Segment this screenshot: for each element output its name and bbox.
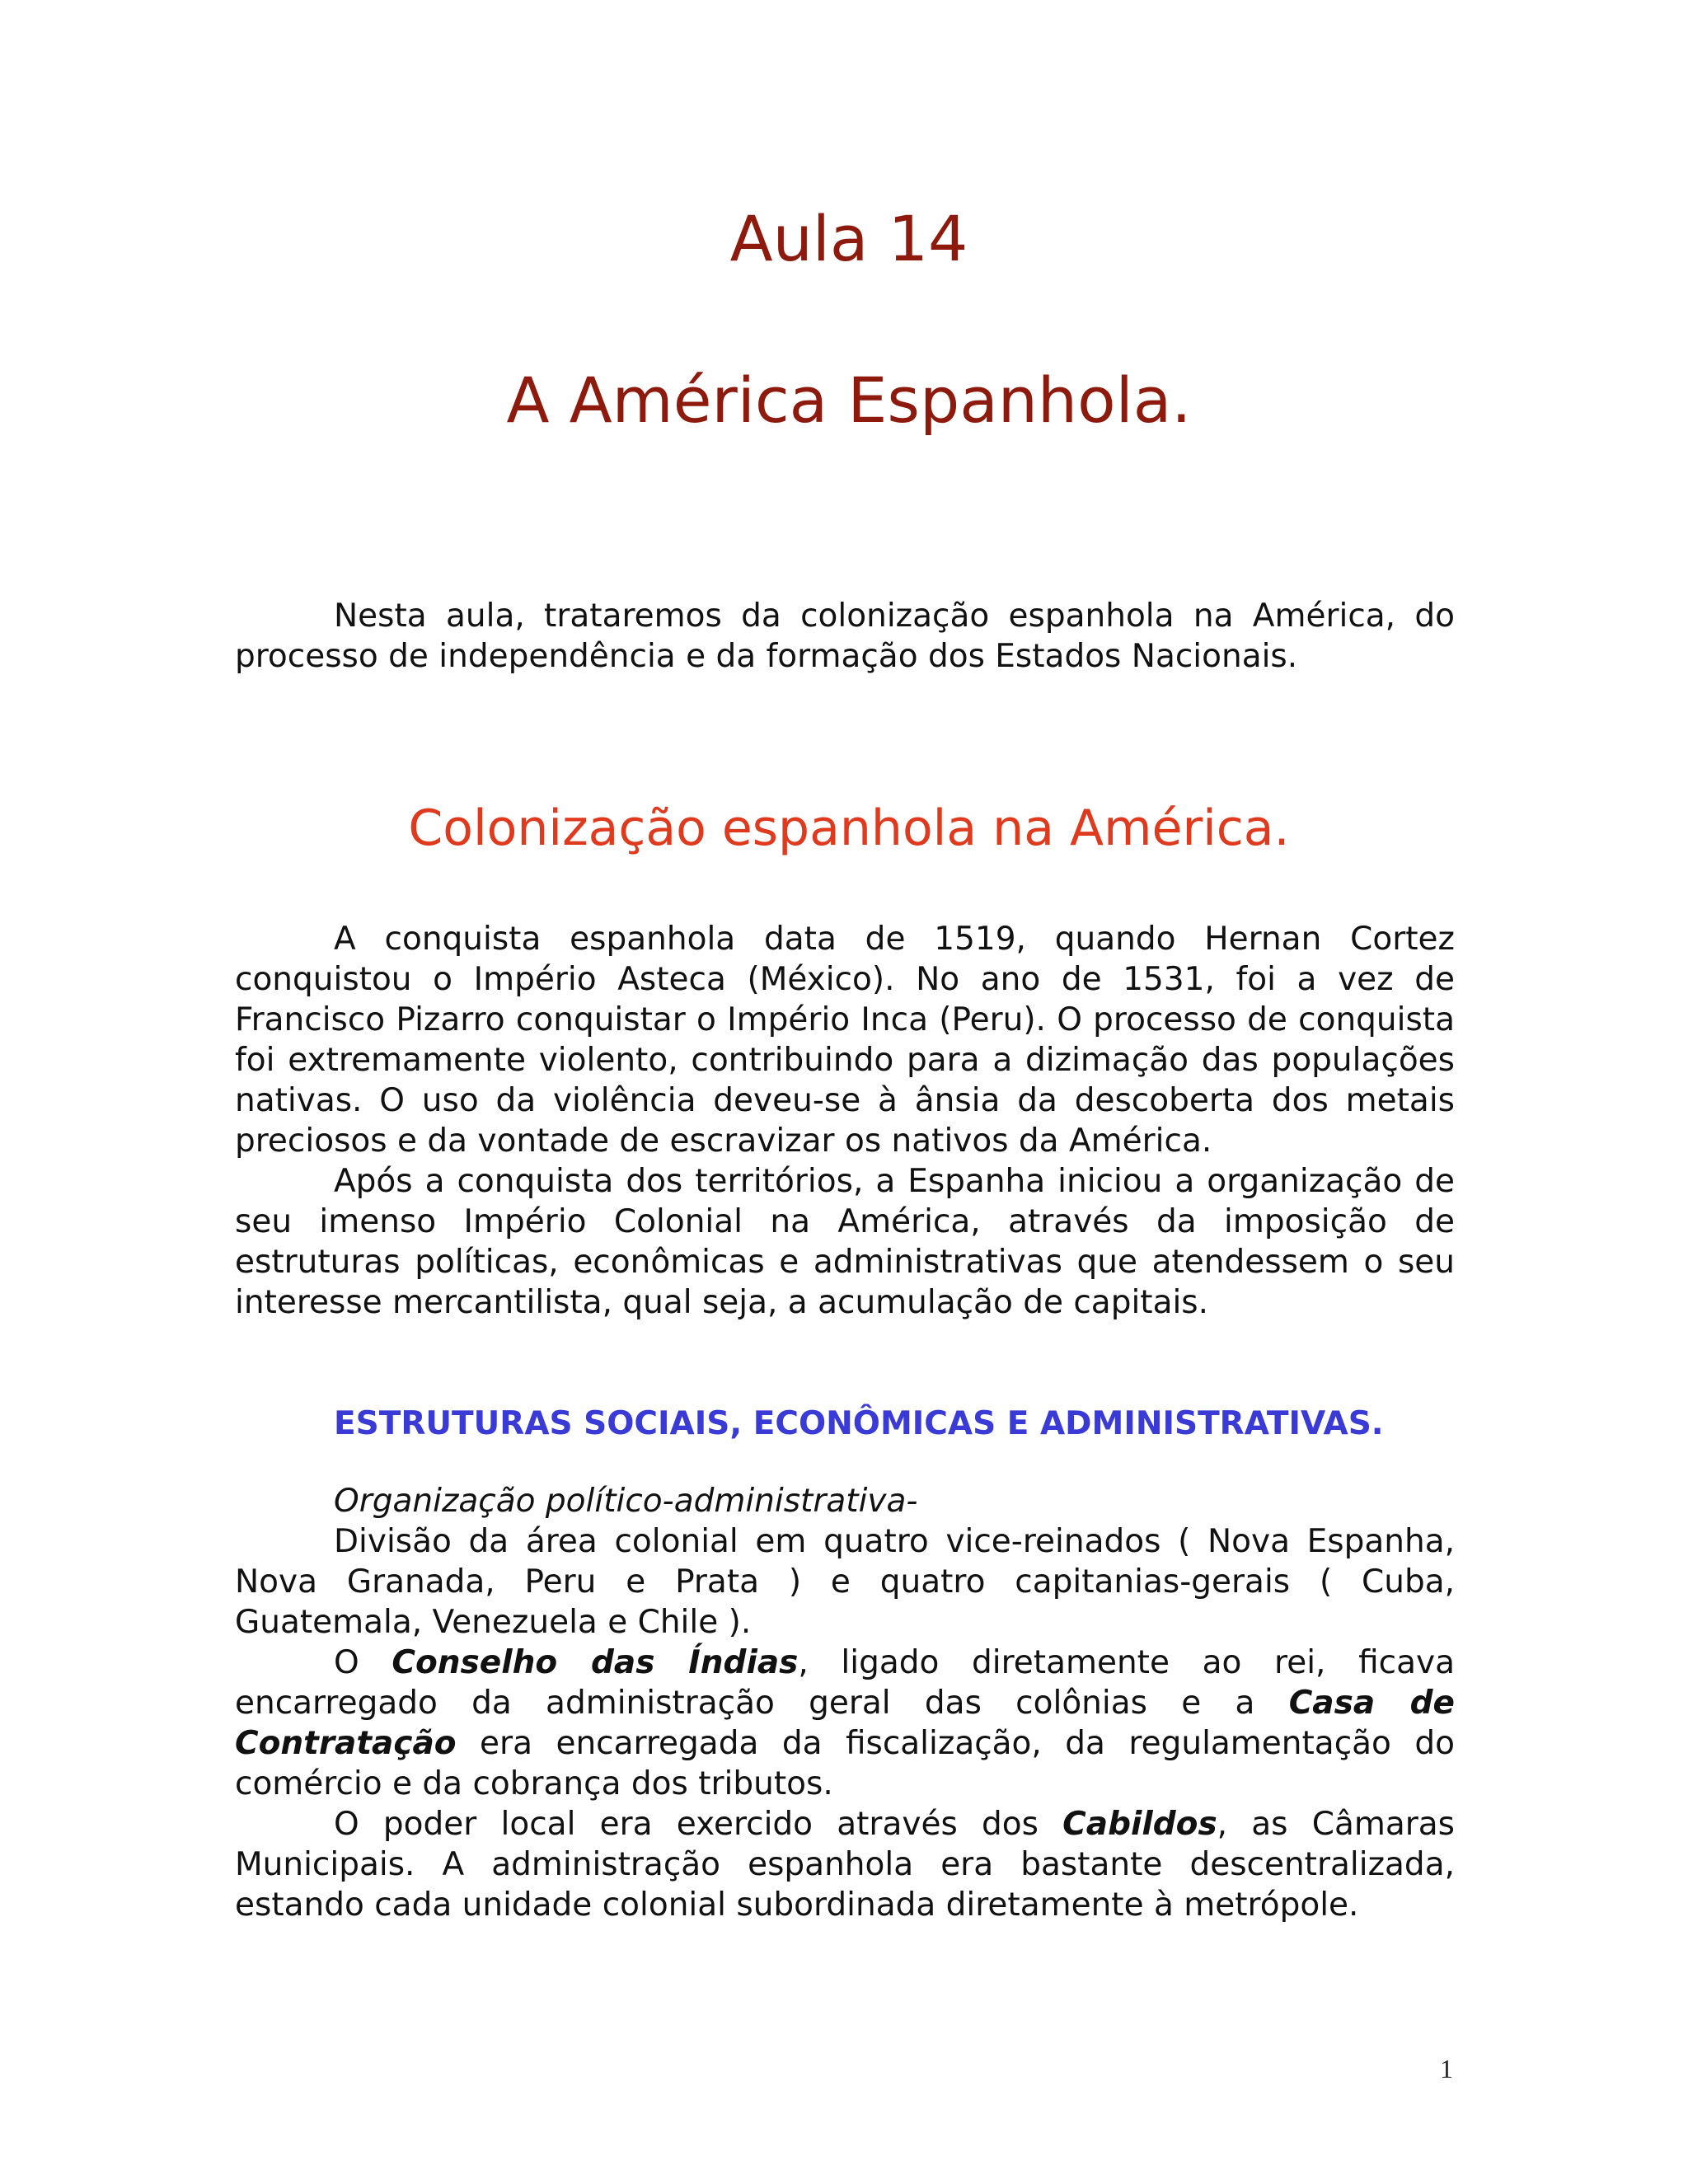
page-number: 1: [1440, 2054, 1453, 2083]
cabildos-text-1: O poder local era exercido através dos: [334, 1806, 1063, 1843]
cabildos-paragraph: [235, 1804, 1455, 1925]
lesson-number-title: Aula 14: [729, 202, 968, 275]
intro-block: [235, 596, 1455, 677]
section-heading-colonization: Colonização espanhola na América.: [408, 799, 1290, 857]
administration-block: [235, 1481, 1455, 1925]
council-text-2: , ligado diretamente ao rei, ficava encarregado da administração geral das colônias e a: [235, 1644, 1455, 1722]
cabildos-text-2: , as Câmaras Municipais. A administração espanhola era bastante descentralizada, estando cada unidade colonial subordinada diretamente à metrópole.: [235, 1806, 1455, 1924]
organization-paragraph: Após a conquista dos territórios, a Espanha iniciou a organização de seu imenso Império Colonial na América, através da imposição de estruturas políticas, econômicas e administrativas que atendessem o seu interesse mercantilista, qual seja, a acumulação de capitais.: [235, 1163, 1455, 1321]
council-of-indies-term: Conselho das Índias: [392, 1644, 799, 1681]
council-paragraph: [235, 1643, 1455, 1804]
viceroyalties-paragraph: Divisão da área colonial em quatro vice-reinados ( Nova Espanha, Nova Granada, Peru e Prata ) e quatro capitanias-gerais ( Cuba, Guatemala, Venezuela e Chile ).: [235, 1523, 1455, 1641]
council-text-3: era encarregada da fiscalização, da regulamentação do comércio e da cobrança dos tributos.: [235, 1725, 1455, 1802]
casa-de-contratacao-term: Casa de Contratação: [235, 1685, 1455, 1762]
conquest-block: [235, 919, 1455, 1323]
intro-paragraph: Nesta aula, trataremos da colonização espanhola na América, do processo de independência e da formação dos Estados Nacionais.: [235, 598, 1455, 675]
conquest-paragraph: A conquista espanhola data de 1519, quando Hernan Cortez conquistou o Império Asteca (México). No ano de 1531, foi a vez de Francisco Pizarro conquistar o Império Inca (Peru). O processo de conquista foi extremamente violento, contribuindo para a dizimação das populações nativas. O uso da violência deveu-se à ânsia da descoberta dos metais preciosos e da vontade de escravizar os nativos da América.: [235, 921, 1455, 1160]
cabildos-term: Cabildos: [1062, 1806, 1217, 1843]
lesson-subject-title: A América Espanhola.: [506, 363, 1192, 437]
council-text-1: O: [334, 1644, 392, 1681]
political-admin-subheading: Organização político-administrativa-: [334, 1483, 918, 1520]
section-heading-structures: ESTRUTURAS SOCIAIS, ECONÔMICAS E ADMINISTRATIVAS.: [334, 1405, 1384, 1442]
